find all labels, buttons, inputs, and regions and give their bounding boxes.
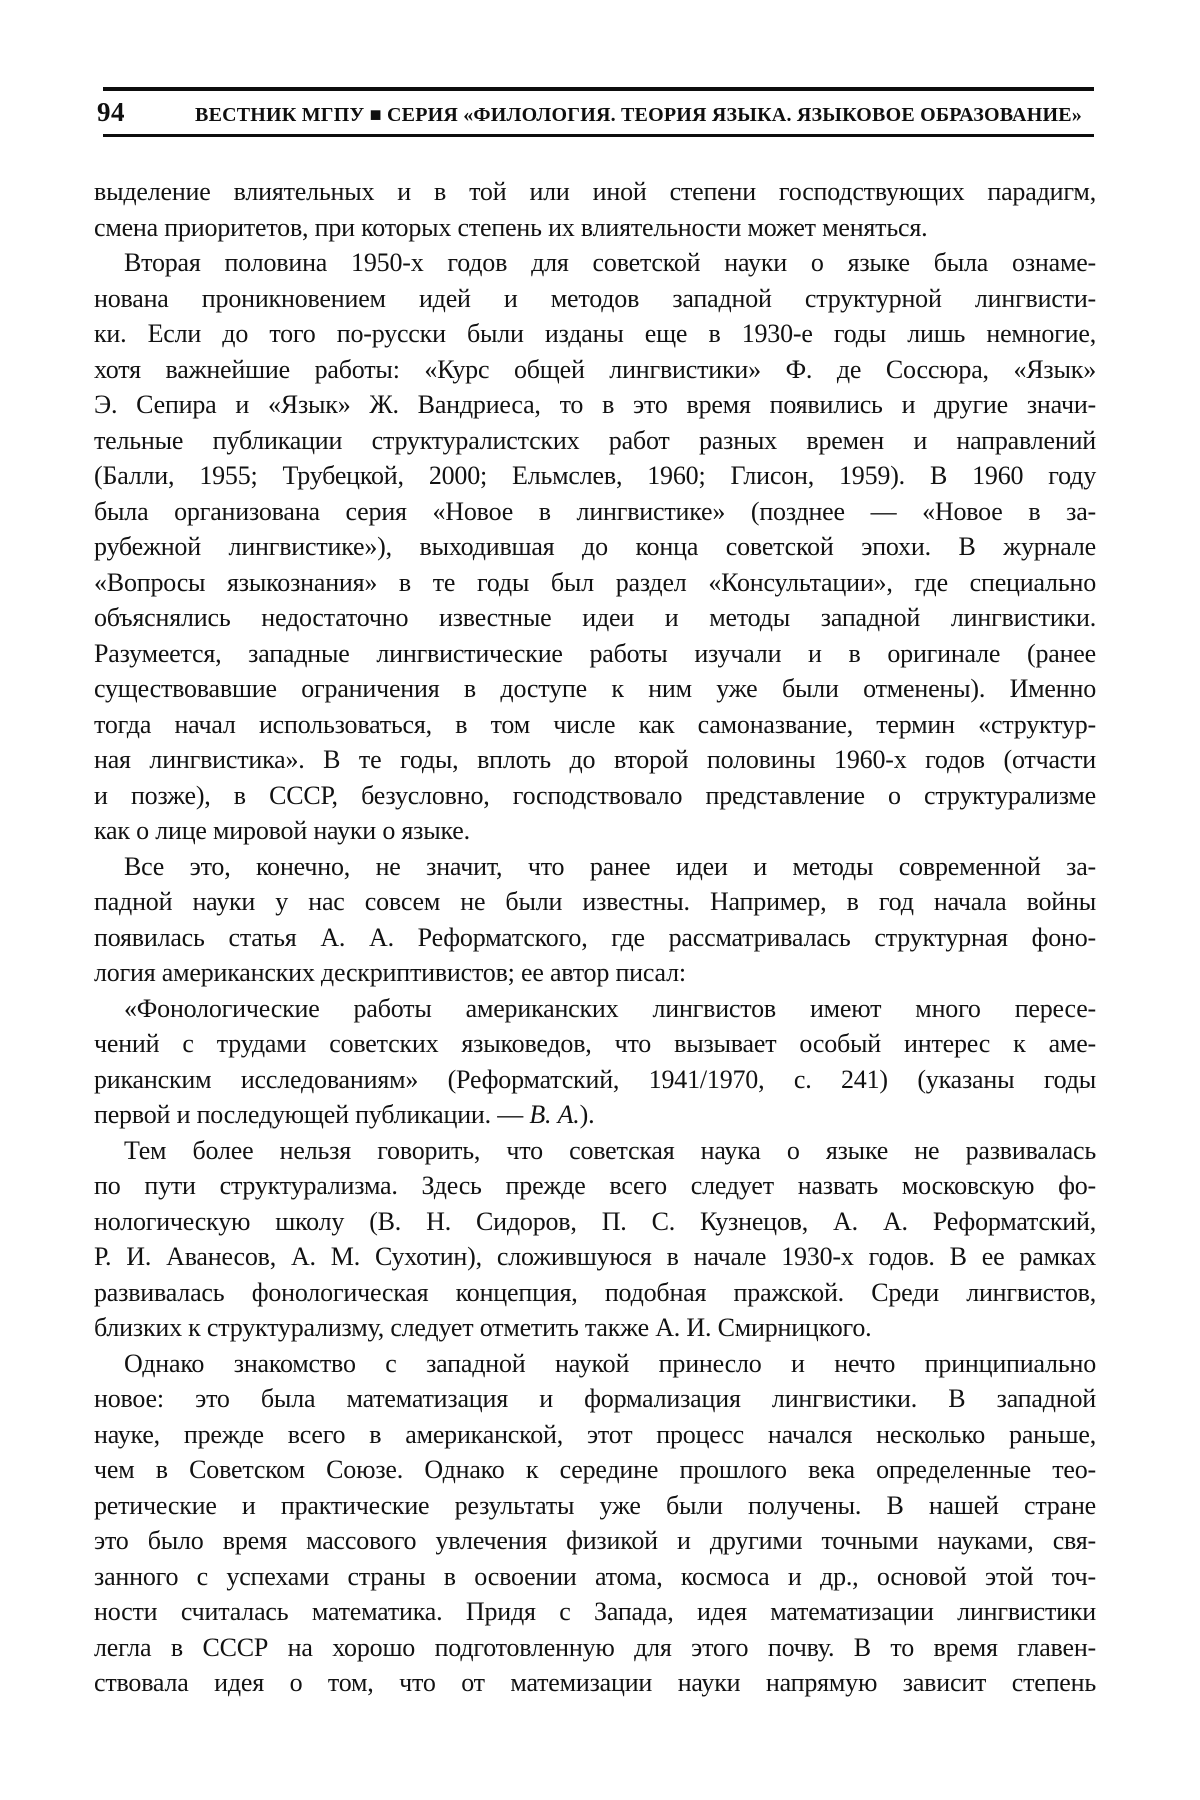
italic-text: В. А. (529, 1100, 580, 1129)
paragraph (94, 174, 1096, 245)
text-segment: по пути структурализма. Здесь прежде всего следует назвать московскую фо- (94, 1171, 1096, 1200)
text-line (94, 1523, 1096, 1559)
text-segment: науке, прежде всего в американской, этот процесс начался несколько раньше, (94, 1419, 1096, 1449)
text-segment: чем в Советском Союзе. Однако к середине прошлого века определенные тео- (94, 1455, 1096, 1484)
text-segment: ки. Если до того по-русски были изданы еще в 1930-е годы лишь немногие, (94, 319, 1096, 348)
text-segment: Разумеется, западные лингвистические работы изучали и в оригинале (ранее (94, 638, 1096, 668)
text-line (94, 920, 1096, 956)
text-segment: Все это, конечно, не значит, что ранее идеи и методы современной за- (124, 851, 1096, 881)
text-line (94, 1559, 1096, 1595)
text-segment: тогда начал использоваться, в том числе как самоназвание, термин «структур- (94, 709, 1096, 739)
text-line (94, 991, 1096, 1027)
text-line (94, 281, 1096, 317)
text-line (94, 423, 1096, 459)
text-segment: ретические и практические результаты уже были получены. В нашей стране (94, 1490, 1096, 1520)
text-segment: Однако знакомство с западной наукой принесло и нечто принципиально (124, 1348, 1096, 1378)
header-rule-top (103, 87, 1094, 91)
text-segment: новое: это была математизация и формализация лингвистики. В западной (94, 1384, 1096, 1413)
text-line (94, 1417, 1096, 1453)
paragraph (94, 1133, 1096, 1346)
text-segment: (Балли, 1955; Трубецкой, 2000; Ельмслев, 1960; Глисон, 1959). В 1960 году (94, 461, 1096, 490)
journal-title: ВЕСТНИК МГПУ ■ СЕРИЯ «ФИЛОЛОГИЯ. ТЕОРИЯ ЯЗЫКА. ЯЗЫКОВОЕ ОБРАЗОВАНИЕ» (195, 104, 1082, 126)
text-line (94, 1026, 1096, 1062)
text-line (94, 849, 1096, 885)
text-segment: ная лингвистика». В те годы, вплоть до второй половины 1960-х годов (отчасти (94, 745, 1096, 774)
text-segment: смена приоритетов, при которых степень их влиятельности может меняться. (94, 212, 928, 242)
text-line (94, 458, 1096, 494)
text-segment: ). (579, 1100, 595, 1129)
text-segment: это было время массового увлечения физикой и другими точными науками, свя- (94, 1526, 1096, 1555)
text-line (94, 387, 1096, 423)
text-line (94, 1204, 1096, 1240)
text-segment: появилась статья А. А. Реформатского, где рассматривалась структурная фоно- (94, 922, 1096, 952)
text-line (94, 1310, 1096, 1346)
paragraph (94, 245, 1096, 849)
text-line (94, 600, 1096, 636)
text-segment: Вторая половина 1950-х годов для советской науки о языке была ознаме- (124, 248, 1096, 277)
text-line (94, 1665, 1096, 1701)
text-segment: «Вопросы языкознания» в те годы был раздел «Консультации», где специально (94, 567, 1096, 597)
text-segment: близких к структурализму, следует отметить также А. И. Смирницкого. (94, 1313, 872, 1342)
text-line (94, 352, 1096, 388)
text-segment: занного с успехами страны в освоении атома, космоса и др., основой этой точ- (94, 1561, 1096, 1591)
text-line (94, 671, 1096, 707)
text-line (94, 707, 1096, 743)
text-line (94, 778, 1096, 814)
text-line (94, 529, 1096, 565)
text-segment: чений с трудами советских языковедов, что вызывает особый интерес к аме- (94, 1029, 1096, 1058)
text-segment: рубежной лингвистике»), выходившая до конца советской эпохи. В журнале (94, 532, 1096, 561)
page-number: 94 (97, 97, 125, 127)
text-segment: Тем более нельзя говорить, что советская наука о языке не развивалась (124, 1135, 1096, 1165)
text-line (94, 1097, 1096, 1133)
article-body (94, 174, 1096, 1701)
text-segment: «Фонологические работы американских лингвистов имеют много пересе- (124, 993, 1096, 1023)
text-segment: развивалась фонологическая концепция, подобная пражской. Среди лингвистов, (94, 1277, 1096, 1307)
text-line (94, 1594, 1096, 1630)
text-line (94, 1488, 1096, 1524)
text-line (94, 245, 1096, 281)
text-line (94, 1062, 1096, 1098)
text-line (94, 742, 1096, 778)
text-line (94, 565, 1096, 601)
text-segment: первой и последующей публикации. — (94, 1100, 530, 1129)
text-segment: нологическую школу (В. Н. Сидоров, П. С. Кузнецов, А. А. Реформатский, (94, 1206, 1096, 1236)
text-segment: как о лице мировой науки о языке. (94, 816, 470, 845)
text-segment: выделение влиятельных и в той или иной степени господствующих парадигм, (94, 177, 1096, 206)
text-line (94, 1452, 1096, 1488)
text-line (94, 1346, 1096, 1382)
header-row (97, 99, 1094, 126)
text-segment: риканским исследованиям» (Реформатский, 1941/1970, с. 241) (указаны годы (94, 1064, 1096, 1094)
text-segment: логия американских дескриптивистов; ее автор писал: (94, 958, 686, 987)
text-line (94, 884, 1096, 920)
text-segment: существовавшие ограничения в доступе к ним уже были отменены). Именно (94, 674, 1096, 703)
text-segment: была организована серия «Новое в лингвистике» (позднее — «Новое в за- (94, 496, 1096, 526)
text-segment: и позже), в СССР, безусловно, господствовало представление о структурализме (94, 780, 1096, 810)
paragraph (94, 1346, 1096, 1701)
text-segment: тельные публикации структуралистских работ разных времен и направлений (94, 425, 1096, 455)
text-segment: хотя важнейшие работы: «Курс общей лингвистики» Ф. де Соссюра, «Язык» (94, 354, 1096, 384)
text-line (94, 174, 1096, 210)
text-segment: Э. Сепира и «Язык» Ж. Вандриеса, то в это время появились и другие значи- (94, 390, 1096, 419)
text-segment: падной науки у нас совсем не были известны. Например, в год начала войны (94, 887, 1096, 916)
text-line (94, 1275, 1096, 1311)
text-segment: нована проникновением идей и методов западной структурной лингвисти- (94, 283, 1096, 313)
text-line (94, 1239, 1096, 1275)
text-line (94, 210, 1096, 246)
text-segment: легла в СССР на хорошо подготовленную для этого почву. В то время главен- (94, 1632, 1096, 1662)
text-line (94, 1133, 1096, 1169)
text-line (94, 813, 1096, 849)
text-segment: Р. И. Аванесов, А. М. Сухотин), сложившуюся в начале 1930-х годов. В ее рамках (94, 1242, 1096, 1271)
text-line (94, 636, 1096, 672)
text-segment: объяснялись недостаточно известные идеи и методы западной лингвистики. (94, 603, 1096, 632)
text-line (94, 316, 1096, 352)
text-line (94, 955, 1096, 991)
text-line (94, 1381, 1096, 1417)
text-line (94, 1168, 1096, 1204)
header-rule-bottom (103, 134, 1094, 137)
paragraph (94, 991, 1096, 1133)
text-line (94, 494, 1096, 530)
text-segment: ности считалась математика. Придя с Запада, идея математизации лингвистики (94, 1597, 1096, 1626)
text-segment: ствовала идея о том, что от матемизации науки напрямую зависит степень (94, 1668, 1096, 1697)
text-line (94, 1630, 1096, 1666)
paragraph (94, 849, 1096, 991)
